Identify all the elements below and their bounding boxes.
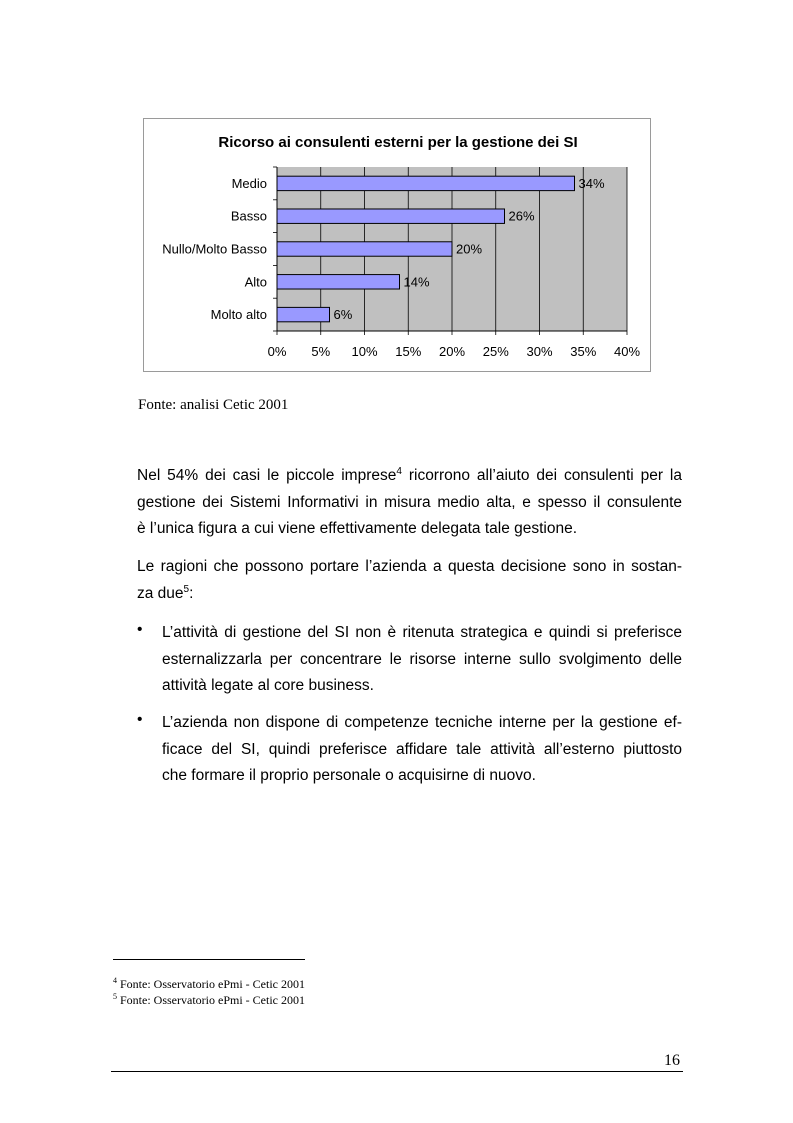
page-number: 16 [664,1052,680,1069]
chart-title: Ricorso ai consulenti esterni per la gestione dei SI [218,134,578,151]
paragraph-2-line-1: Le ragioni che possono portare l’azienda a questa decisione sono in sostan- [137,558,682,575]
figure-source: Fonte: analisi Cetic 2001 [138,397,289,413]
bullet-item-1: L’attività di gestione del SI non è ritenuta strategica e quindi si preferisce esternalizzarla per concentrare le risorse interne sullo svolgimento delle attività legate al core business. [162,624,682,694]
data-label: 6% [333,307,353,323]
category-label: Molto alto [210,307,267,323]
x-tick-label: 10% [351,344,378,359]
paragraph-1-line-3: è l’unica figura a cui viene effettivamente delegata tale gestione. [137,520,578,537]
data-label: 20% [456,241,483,257]
x-tick-label: 15% [395,344,422,359]
footnote-ref-5: 5 [183,583,190,595]
bullet-symbol-2: • [137,711,143,728]
bar [277,307,330,321]
bar [277,176,575,190]
footnote-5: $^5$ Fonte: Osservatorio ePmi - Cetic 2001 [113,992,305,1007]
footnote-separator [113,959,305,960]
paragraph-2 [137,554,682,607]
data-label: 14% [403,274,430,290]
x-tick-label: 35% [570,344,597,359]
category-label: Nullo/Molto Basso [162,241,267,257]
category-label: Basso [230,208,267,224]
paragraph-1-line-2: gestione dei Sistemi Informativi in misura medio alta, e spesso il consulente [137,493,682,511]
x-tick-label: 20% [438,344,466,359]
paragraph-1 [137,463,682,543]
category-label: Alto [244,274,267,290]
chart-figure [143,118,651,372]
data-label: 34% [578,175,605,191]
x-tick-label: 30% [526,344,553,359]
category-label: Medio [231,175,267,191]
bar [277,275,400,289]
paragraph-1-line-1: Nel 54% dei casi le piccole imprese$^4$ ricorrono all’aiuto dei consulenti per la [137,465,682,484]
x-tick-label: 0% [267,344,287,359]
bar [277,242,452,256]
paragraph-2-line-2: za due$^5$: [137,583,194,602]
bottom-rule [111,1071,683,1072]
footnote-ref-4: 4 [396,465,402,477]
x-tick-label: 40% [613,344,641,359]
bullet-symbol-1: • [137,621,143,638]
x-tick-label: 25% [482,344,509,359]
x-tick-label: 5% [311,344,331,359]
bar [277,209,505,223]
data-label: 26% [508,208,535,224]
bar-chart [144,119,652,373]
footnote-4: $^4$ Fonte: Osservatorio ePmi - Cetic 2001 [113,976,305,991]
bullet-item-2: L’azienda non dispone di competenze tecniche interne per la gestione ef- ficace del SI, quindi preferisce affidare tale attività all’esterno piuttosto che formare il proprio personale o acquisirne di nuovo. [162,714,682,784]
